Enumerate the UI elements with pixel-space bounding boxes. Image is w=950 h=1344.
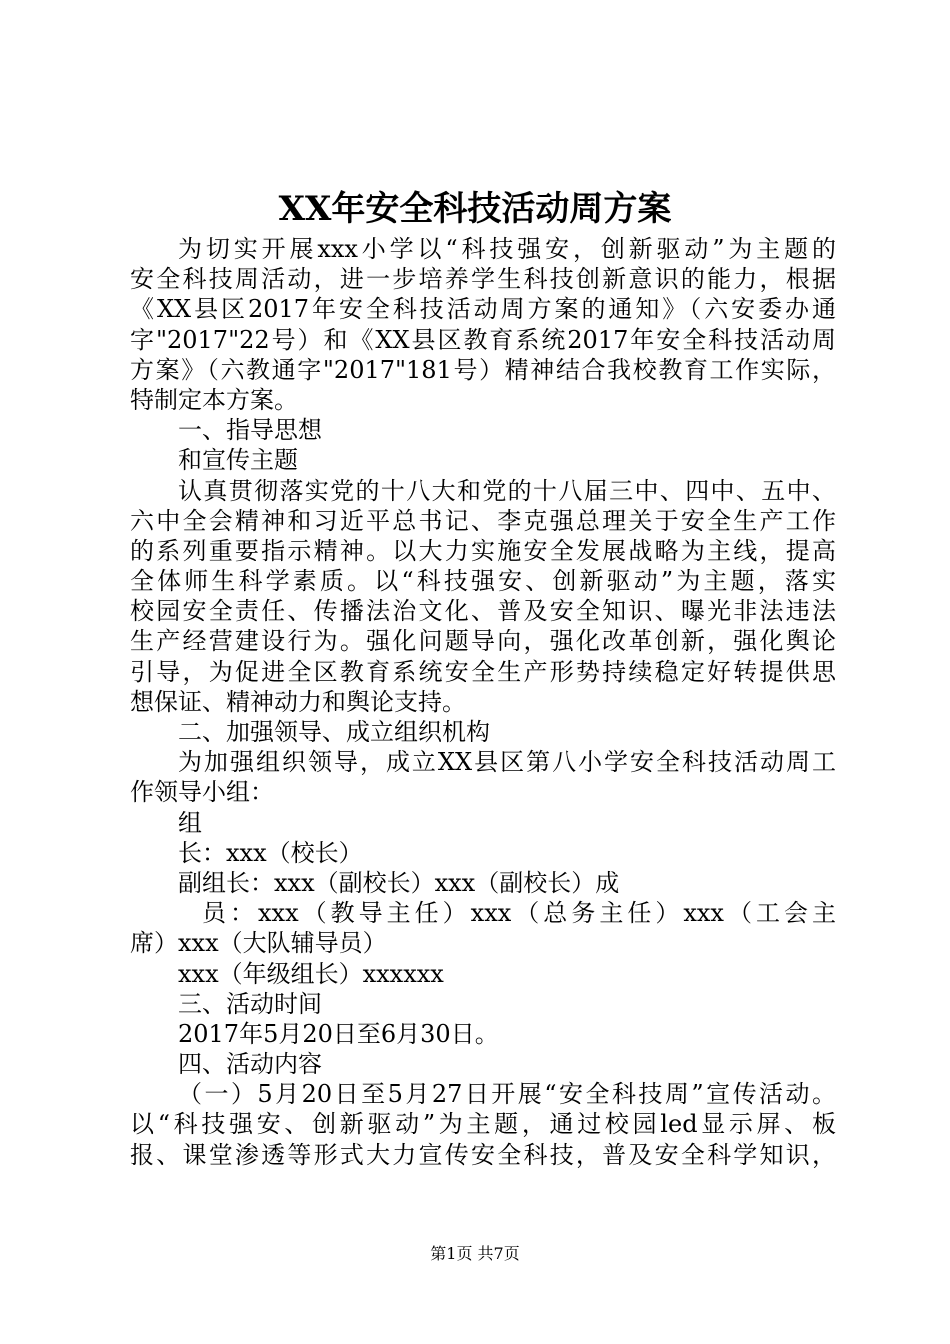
text-line: 长：xxx（校长） xyxy=(178,838,363,867)
section-heading: 一、指导思想 xyxy=(178,416,322,445)
section-heading: 四、活动内容 xyxy=(178,1050,322,1079)
page-footer: 第1页 共7页 xyxy=(430,1244,520,1263)
text-line: 字"2017"22号）和《XX县区教育系统2017年安全科技活动周 xyxy=(130,325,836,354)
text-line: 《XX县区2017年安全科技活动周方案的通知》（六安委办通 xyxy=(130,295,836,324)
text-line: 引导，为促进全区教育系统安全生产形势持续稳定好转提供思 xyxy=(130,657,836,686)
text-line: 为加强组织领导，成立XX县区第八小学安全科技活动周工 xyxy=(178,748,836,777)
document-title: XX年安全科技活动周方案 xyxy=(278,189,672,229)
document-body xyxy=(130,234,836,1170)
text-line: 作领导小组： xyxy=(130,778,274,807)
text-line: 想保证、精神动力和舆论支持。 xyxy=(130,687,466,716)
text-line: （一）5月20日至5月27日开展“安全科技周”宣传活动。 xyxy=(178,1080,836,1109)
text-line: 安全科技周活动，进一步培养学生科技创新意识的能力，根据 xyxy=(130,265,836,294)
text-line: 校园安全责任、传播法治文化、普及安全知识、曝光非法违法 xyxy=(130,597,836,626)
text-line: 副组长：xxx（副校长）xxx（副校长）成 xyxy=(178,868,620,897)
text-line: 的系列重要指示精神。以大力实施安全发展战略为主线，提高 xyxy=(130,536,836,565)
text-line: 为切实开展xxx小学以“科技强安，创新驱动”为主题的 xyxy=(178,235,836,263)
text-line: 认真贯彻落实党的十八大和党的十八届三中、四中、五中、 xyxy=(178,476,836,505)
section-heading: 二、加强领导、成立组织机构 xyxy=(178,718,490,746)
text-line: 六中全会精神和习近平总书记、李克强总理关于安全生产工作 xyxy=(130,506,836,535)
text-line: 2017年5月20日至6月30日。 xyxy=(178,1019,499,1048)
text-line: 员：xxx（教导主任）xxx（总务主任）xxx（工会主 xyxy=(202,899,836,928)
text-line: 组 xyxy=(178,808,202,837)
text-line: 全体师生科学素质。以“科技强安、创新驱动”为主题，落实 xyxy=(130,567,836,596)
section-heading: 和宣传主题 xyxy=(178,446,298,475)
text-line: 报、课堂渗透等形式大力宣传安全科技，普及安全科学知识， xyxy=(130,1140,836,1169)
text-line: 以“科技强安、创新驱动”为主题，通过校园led显示屏、板 xyxy=(130,1110,836,1139)
text-line: 席）xxx（大队辅导员） xyxy=(130,929,387,958)
text-line: 特制定本方案。 xyxy=(130,385,298,414)
text-line: 方案》（六教通字"2017"181号）精神结合我校教育工作实际， xyxy=(130,355,836,384)
text-line: xxx（年级组长）xxxxxx xyxy=(178,959,444,988)
section-heading: 三、活动时间 xyxy=(178,989,322,1018)
text-line: 生产经营建设行为。强化问题导向，强化改革创新，强化舆论 xyxy=(130,627,836,656)
